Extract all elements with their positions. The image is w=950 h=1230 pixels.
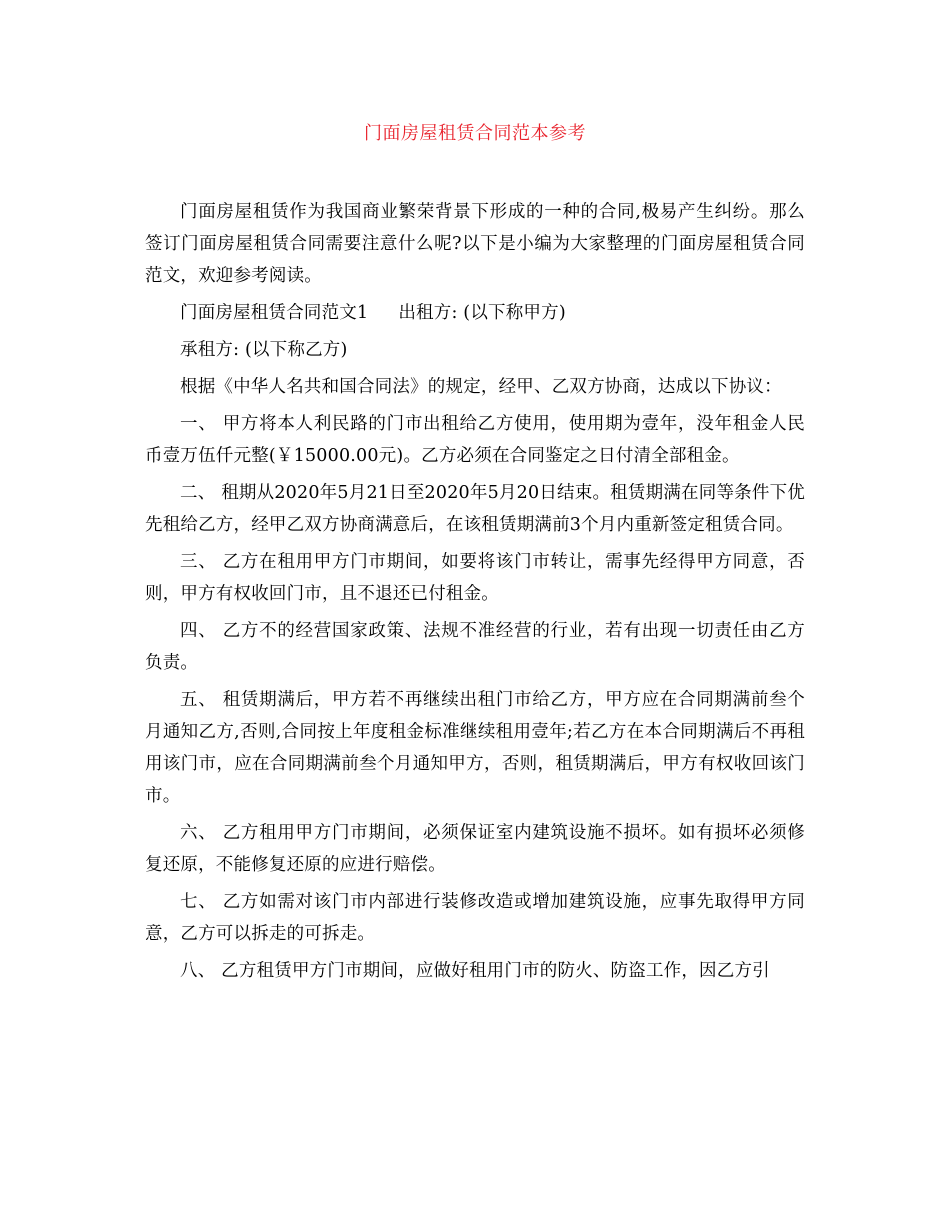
- document-body: [145, 196, 805, 992]
- clause-8: 八、 乙方租赁甲方门市期间，应做好租用门市的防火、防盗工作，因乙方引: [180, 961, 770, 981]
- clause-2: 二、 租期从2020年5月21日至2020年5月20日结束。租赁期满在同等条件下优先租给乙方，经甲乙双方协商满意后，在该租赁期满前3个月内重新签定租赁合同。: [145, 483, 805, 535]
- clause-5: 五、 租赁期满后，甲方若不再继续出租门市给乙方，甲方应在合同期满前叁个月通知乙方,否则,合同按上年度租金标准继续租用壹年;若乙方在本合同期满后不再租用该门市，应在合同期满前叁个月通知甲方，否则，租赁期满后，甲方有权收回该门市。: [145, 690, 805, 806]
- clause-3: 三、 乙方在租用甲方门市期间，如要将该门市转让，需事先经得甲方同意，否则，甲方有权收回门市，且不退还已付租金。: [145, 552, 805, 604]
- intro-paragraph: 门面房屋租赁作为我国商业繁荣背景下形成的一种的合同,极易产生纠纷。那么签订门面房屋租赁合同需要注意什么呢?以下是小编为大家整理的门面房屋租赁合同范文，欢迎参考阅读。: [145, 202, 805, 286]
- sample-heading: 门面房屋租赁合同范文1: [180, 303, 369, 323]
- preamble-paragraph: 根据《中华人名共和国合同法》的规定，经甲、乙双方协商，达成以下协议：: [180, 377, 782, 397]
- document-title: 门面房屋租赁合同范本参考: [364, 123, 586, 144]
- lessor-label: 出租方: (以下称甲方): [398, 303, 566, 323]
- clause-4: 四、 乙方不的经营国家政策、法规不准经营的行业，若有出现一切责任由乙方负责。: [145, 621, 805, 673]
- clause-1: 一、 甲方将本人利民路的门市出租给乙方使用，使用期为壹年，没年租金人民币壹万伍仟元整(￥15000.00元)。乙方必须在合同鉴定之日付清全部租金。: [145, 414, 805, 466]
- sample-heading-line: [145, 297, 805, 329]
- clause-6: 六、 乙方租用甲方门市期间，必须保证室内建筑设施不损坏。如有损坏必须修复还原，不能修复还原的应进行赔偿。: [145, 823, 805, 875]
- lessee-label: 承租方: (以下称乙方): [180, 340, 348, 360]
- clause-7: 七、 乙方如需对该门市内部进行装修改造或增加建筑设施，应事先取得甲方同意，乙方可以拆走的可拆走。: [145, 892, 805, 944]
